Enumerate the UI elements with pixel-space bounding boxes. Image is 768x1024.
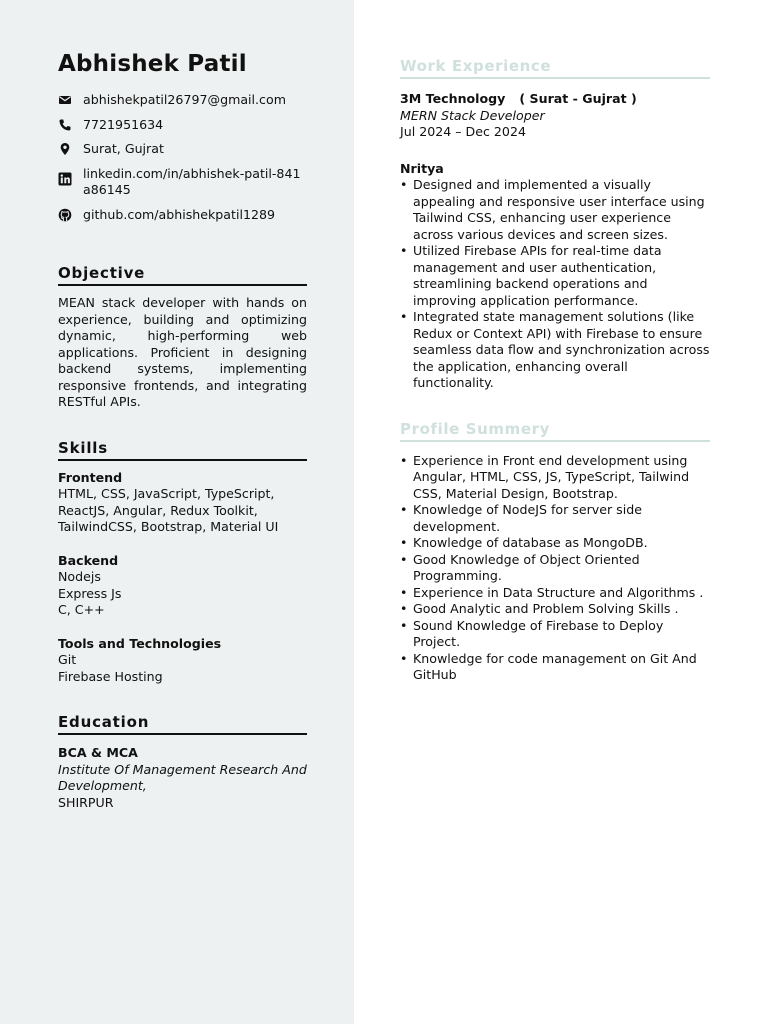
education-entry — [58, 745, 307, 811]
skill-group-title: Tools and Technologies — [58, 635, 222, 651]
person-name: Abhishek Patil — [58, 51, 247, 77]
contact-list — [58, 92, 307, 223]
main-content — [354, 0, 768, 1024]
list-item: • Designed and implemented a visually appealing and responsive user interface using Tailwind CSS, enhancing user experience across various devices and screen sizes. — [400, 177, 710, 243]
skill-line: Express Js — [58, 585, 122, 601]
skill-line: C, C++ — [58, 602, 105, 617]
list-item: • Good Analytic and Problem Solving Skills . — [400, 601, 710, 618]
list-item: • Utilized Firebase APIs for real-time data management and user authentication, streamlining backend operations and improving application performance. — [400, 243, 710, 309]
contact-linkedin[interactable] — [58, 166, 307, 199]
email-text: abhishekpatil26797@gmail.com — [83, 92, 286, 107]
list-item: • Knowledge for code management on Git And GitHub — [400, 651, 710, 684]
phone-icon — [58, 118, 72, 132]
company-name: 3M Technology — [400, 91, 506, 106]
map-pin-icon — [58, 142, 72, 156]
phone-text: 7721951634 — [83, 116, 164, 132]
location-text: Surat, Gujrat — [83, 141, 164, 156]
education-heading: Education — [58, 713, 307, 735]
company-location: ( Surat - Gujrat ) — [519, 91, 637, 106]
skill-group-title: Frontend — [58, 469, 123, 485]
job-role: MERN Stack Developer — [400, 107, 545, 123]
sidebar — [0, 0, 354, 1024]
project-bullets — [400, 177, 710, 392]
list-item: • Integrated state management solutions (like Redux or Context API) with Firebase to ensure seamless data flow and synchronization across the application, enhancing overall functionality. — [400, 309, 710, 392]
skill-group-tools — [58, 636, 307, 686]
contact-github[interactable] — [58, 207, 307, 224]
institute-place: SHIRPUR — [58, 794, 114, 810]
contact-phone[interactable] — [58, 117, 307, 134]
list-item: • Knowledge of database as MongoDB. — [400, 535, 710, 552]
job-entry — [400, 91, 710, 141]
contact-location — [58, 141, 307, 158]
job-dates: Jul 2024 – Dec 2024 — [400, 124, 526, 139]
skill-group-frontend — [58, 470, 307, 536]
job-company-line — [400, 91, 710, 108]
profile-bullets — [400, 453, 710, 684]
github-icon — [58, 208, 72, 222]
list-item: • Good Knowledge of Object Oriented Programming. — [400, 552, 710, 585]
linkedin-icon — [58, 172, 72, 186]
skill-group-title: Backend — [58, 552, 119, 568]
list-item: • Experience in Front end development using Angular, HTML, CSS, JS, TypeScript, Tailwind CSS, Material Design, Bootstrap. — [400, 453, 710, 503]
work-experience-heading: Work Experience — [400, 57, 710, 79]
institute: Institute Of Management Research And Development, — [58, 761, 307, 793]
skill-group-backend — [58, 553, 307, 619]
degree: BCA & MCA — [58, 745, 138, 760]
github-text: github.com/abhishekpatil1289 — [83, 206, 276, 222]
contact-email[interactable] — [58, 92, 307, 109]
skills-heading: Skills — [58, 439, 307, 461]
list-item: • Experience in Data Structure and Algorithms . — [400, 585, 710, 602]
email-icon — [58, 93, 72, 107]
list-item: • Sound Knowledge of Firebase to Deploy Project. — [400, 618, 710, 651]
profile-summary-heading: Profile Summery — [400, 420, 710, 442]
project-name: Nritya — [400, 160, 444, 176]
skill-line: Nodejs — [58, 569, 101, 584]
linkedin-text: linkedin.com/in/abhishek-patil-841a86145 — [83, 165, 301, 197]
skill-line: HTML, CSS, JavaScript, TypeScript, ReactJS, Angular, Redux Toolkit, TailwindCSS, Bootstrap, Material UI — [58, 486, 279, 534]
skill-line: Git — [58, 652, 77, 667]
objective-heading: Objective — [58, 264, 307, 286]
list-item: • Knowledge of NodeJS for server side development. — [400, 502, 710, 535]
objective-text: MEAN stack developer with hands on experience, building and optimizing dynamic, high-performing web applications. Proficient in designing backend systems, implementing responsive frontends, and integrating RESTful APIs. — [58, 295, 307, 409]
skill-line: Firebase Hosting — [58, 668, 163, 684]
